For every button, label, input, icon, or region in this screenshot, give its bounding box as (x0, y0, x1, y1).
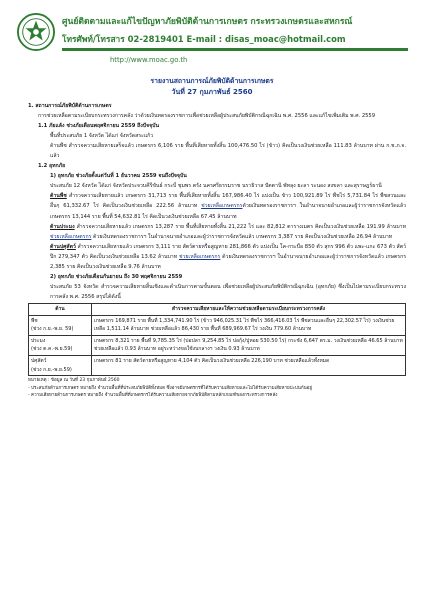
fish-label: ด้านประมง (50, 223, 75, 230)
table-row (29, 315, 406, 335)
ministry-seal-icon (17, 13, 55, 51)
sector-name: ประมง (31, 337, 46, 344)
footnote-2: - ความเสียหายด้านการเกษตร หมายถึง จำนวนพื้นที่ที่เกษตรกรได้รับความเสียหายจากภัยพิบัติตามหลักเกณฑ์ของกระทรวงการคลัง (28, 393, 278, 399)
crop-text: สำรวจความเสียหายแล้ว เกษตรกร 31,713 ราย พื้นที่เสียหายทั้งสิ้น 167,986.40 ไร่ แบ่งเป็น ข้าว 100,921.89 ไร่ พืชไร่ 5,731.84 ไร่ พืชสวนและอื่นๆ 61,332.67 ไร่ คิดเป็นวงเงินช่วยเหลือ 222.56 ล้านบาท (50, 193, 406, 210)
crop-label: ด้านพืช (50, 193, 67, 200)
sector-name: พืช (31, 317, 38, 324)
table-header-row (29, 303, 406, 315)
table-cell-sector (29, 315, 92, 335)
livestock-paragraph (28, 242, 406, 272)
flood1-area: ประสบภัย 12 จังหวัด ได้แก่ จังหวัดประจวบคีรีขันธ์ กระบี่ ชุมพร ตรัง นครศรีธรรมราช นราธิวาส ปัตตานี พัทลุง ยะลา ระนอง สงขลา และสุราษฎร์ธานี (50, 183, 382, 190)
fish-text: สำรวจความเสียหายแล้ว เกษตรกร 13,287 ราย พื้นที่เสียหายทั้งสิ้น 21,222 ไร่ และ 82,812 ตารางเมตร คิดเป็นวงเงินช่วยเหลือ 191.99 ล้านบาท (74, 223, 406, 230)
sector-period: (ช่วง ต.ค.-พ.ย.59) (31, 346, 73, 353)
table-cell-detail: เกษตรกร 81 ราย สัตว์ตายหรือสูญหาย 4,104 ตัว คิดเป็นวงเงินช่วยเหลือ 226,190 บาท ช่วยเหลือแล้วทั้งหมด (92, 355, 406, 375)
report-date: วันที่ 27 กุมภาพันธ์ 2560 (171, 88, 253, 96)
header-rule (62, 48, 408, 51)
footnote-1: - ประสบภัยด้านการเกษตร หมายถึง จำนวนพื้นที่ที่ประสบภัยพิบัติทั้งหมด ซึ่งอาจมีเกษตรกรที่ได้รับความเสียหายและไม่ได้รับความเสียหายปะปนกันอยู่ (28, 385, 312, 391)
crop-paragraph (28, 191, 406, 221)
fish-link: ช่วยเหลือเกษตรกร (50, 233, 92, 240)
report-title: รายงานสถานการณ์ภัยพิบัติด้านการเกษตร (150, 77, 274, 85)
footnotes (28, 377, 406, 400)
sector-period: (ช่วง ก.ย.-พ.ย. 59) (31, 326, 74, 333)
assistance-table (28, 303, 406, 376)
crop-text2: ด้วยเงินทดรองราชการฯ ในอำนาจนายอำเภอและผู้ว่าราชการจังหวัดแล้ว เกษตรกร 13,144 ราย พื้นที่ 54,632.81 ไร่ คิดเป็นวงเงินช่วยเหลือ 67.45 ล้านบาท (50, 203, 407, 220)
sector-name: ปศุสัตว์ (31, 357, 47, 364)
flood1-heading: 1) อุทกภัย ช่วงภัยตั้งแต่วันที่ 1 ธันวาคม 2559 จนถึงปัจจุบัน (50, 173, 187, 180)
drought-detail: ด้านพืช สำรวจความเสียหายเสร็จแล้ว เกษตรกร 6,106 ราย พื้นที่เสียหายทั้งสิ้น 100,476.50 ไร่ (ข้าว) คิดเป็นวงเงินช่วยเหลือ 111.83 ล้านบาท ผ่าน ก.ช.ภ.จ. แล้ว (50, 143, 406, 160)
flood2-text: ประสบภัย 53 จังหวัด สำรวจความเสียหายสิ้นเชิงและดำเนินการตามขั้นตอน เพื่อช่วยเหลือผู้ประสบภัยพิบัติกรณีฉุกเฉิน (อุทกภัย) ซึ่งเป็นไปตามระเบียบกระทรวงการคลัง พ.ศ. 2556 สรุปได้ดังนี้ (50, 283, 406, 300)
flood2-heading: 2) อุทกภัย ช่วงภัยเดือนกันยายน ถึง 30 พฤศจิกายน 2559 (50, 273, 183, 280)
fish-text2: ด้วยเงินทดรองราชการฯ ในอำนาจนายอำเภอและผู้ว่าราชการจังหวัดแล้ว เกษตรกร 3,387 ราย คิดเป็นวงเงินช่วยเหลือ 26.94 ล้านบาท (91, 233, 393, 240)
table-cell-sector (29, 335, 92, 355)
contact-line: โทรศัพท์/โทรสาร 02-2819401 E-mail : disas_moac@hotmail.com (62, 34, 346, 44)
section-heading: 1. สถานการณ์ภัยพิบัติด้านการเกษตร (28, 103, 112, 109)
org-name: ศูนย์ติดตามและแก้ไขปัญหาภัยพิบัติด้านการเกษตร กระทรวงเกษตรและสหกรณ์ (62, 17, 353, 27)
website-link[interactable]: http://www.moac.go.th (110, 56, 188, 64)
table-row (29, 335, 406, 355)
flood-heading: 1.2 อุทกภัย (38, 163, 66, 170)
table-cell-sector (29, 355, 92, 375)
table-cell-detail: เกษตรกร 169,871 ราย พื้นที่ 1,334,741.90 ไร่ (ข้าว 946,025.31 ไร่ พืชไร่ 366,416.03 ไร่ พืชสวนและอื่นๆ 22,302.57 ไร่) วงเงินช่วยเหลือ 1,511.14 ล้านบาท ช่วยเหลือแล้ว 86,430 ราย พื้นที่ 689,969.67 ไร่ วงเงิน 779.60 ล้านบาท (92, 315, 406, 335)
letterhead (0, 0, 424, 70)
livestock-text: สำรวจความเสียหายแล้ว เกษตรกร 3,111 ราย สัตว์ตายหรือสูญหาย 281,866 ตัว แบ่งเป็น โค-กระบือ 850 ตัว สุกร 996 ตัว แพะ-แกะ 673 ตัว สัตว์ปีก 279,347 ตัว คิดเป็นวงเงินช่วยเหลือ 13.62 ล้านบาท (50, 243, 406, 260)
livestock-label: ด้านปศุสัตว์ (50, 243, 76, 250)
report-body (28, 101, 406, 400)
table-cell-detail: เกษตรกร 8,321 ราย พื้นที่ 9,785.35 ไร่ (บ่อปลา 9,254.85 ไร่ บ่อกุ้ง/ปูหอย 530.50 ไร่) กระชัง 6,647 ตร.ม. วงเงินช่วยเหลือ 46.65 ล้านบาท ช่วยเหลือแล้ว 0.93 ล้านบาท อยู่ระหว่างขอใช้งบกลางฯ วงเงิน 0.93 ล้านบาท (92, 335, 406, 355)
table-header-sector: ด้าน (29, 303, 92, 315)
drought-area: พื้นที่ประสบภัย 1 จังหวัด ได้แก่ จังหวัดสระแก้ว (50, 133, 154, 140)
sector-period: (ช่วง ก.ย.-พ.ย.59) (31, 366, 72, 373)
livestock-text2: ด้วยเงินทดรองราชการฯ ในอำนาจนายอำเภอและผู้ว่าราชการจังหวัดแล้ว เกษตรกร 2,385 ราย คิดเป็นวงเงินช่วยเหลือ 9.76 ล้านบาท (50, 253, 406, 270)
data-source-note: หมายเหตุ : ข้อมูล ณ วันที่ 23 กุมภาพันธ์ 2560 (28, 378, 120, 384)
table-header-detail: สำรวจความเสียหายและให้ความช่วยเหลือตามระเบียบกระทรวงการคลัง (92, 303, 406, 315)
fish-paragraph (28, 222, 406, 242)
livestock-link: ช่วยเหลือเกษตรกร (178, 253, 221, 260)
intro-paragraph: การช่วยเหลือตามระเบียบกระทรวงการคลัง ว่าด้วยเงินทดรองราชการเพื่อช่วยเหลือผู้ประสบภัยพิบัติกรณีฉุกเฉิน พ.ศ. 2556 และแก้ไขเพิ่มเติม พ.ศ. 2559 (38, 113, 376, 120)
table-row (29, 355, 406, 375)
drought-heading: 1.1 ภัยแล้ง ช่วงภัยเดือนพฤศจิกายน 2559 ถึงปัจจุบัน (38, 123, 160, 130)
crop-link: ช่วยเหลือเกษตรกร (201, 203, 243, 210)
